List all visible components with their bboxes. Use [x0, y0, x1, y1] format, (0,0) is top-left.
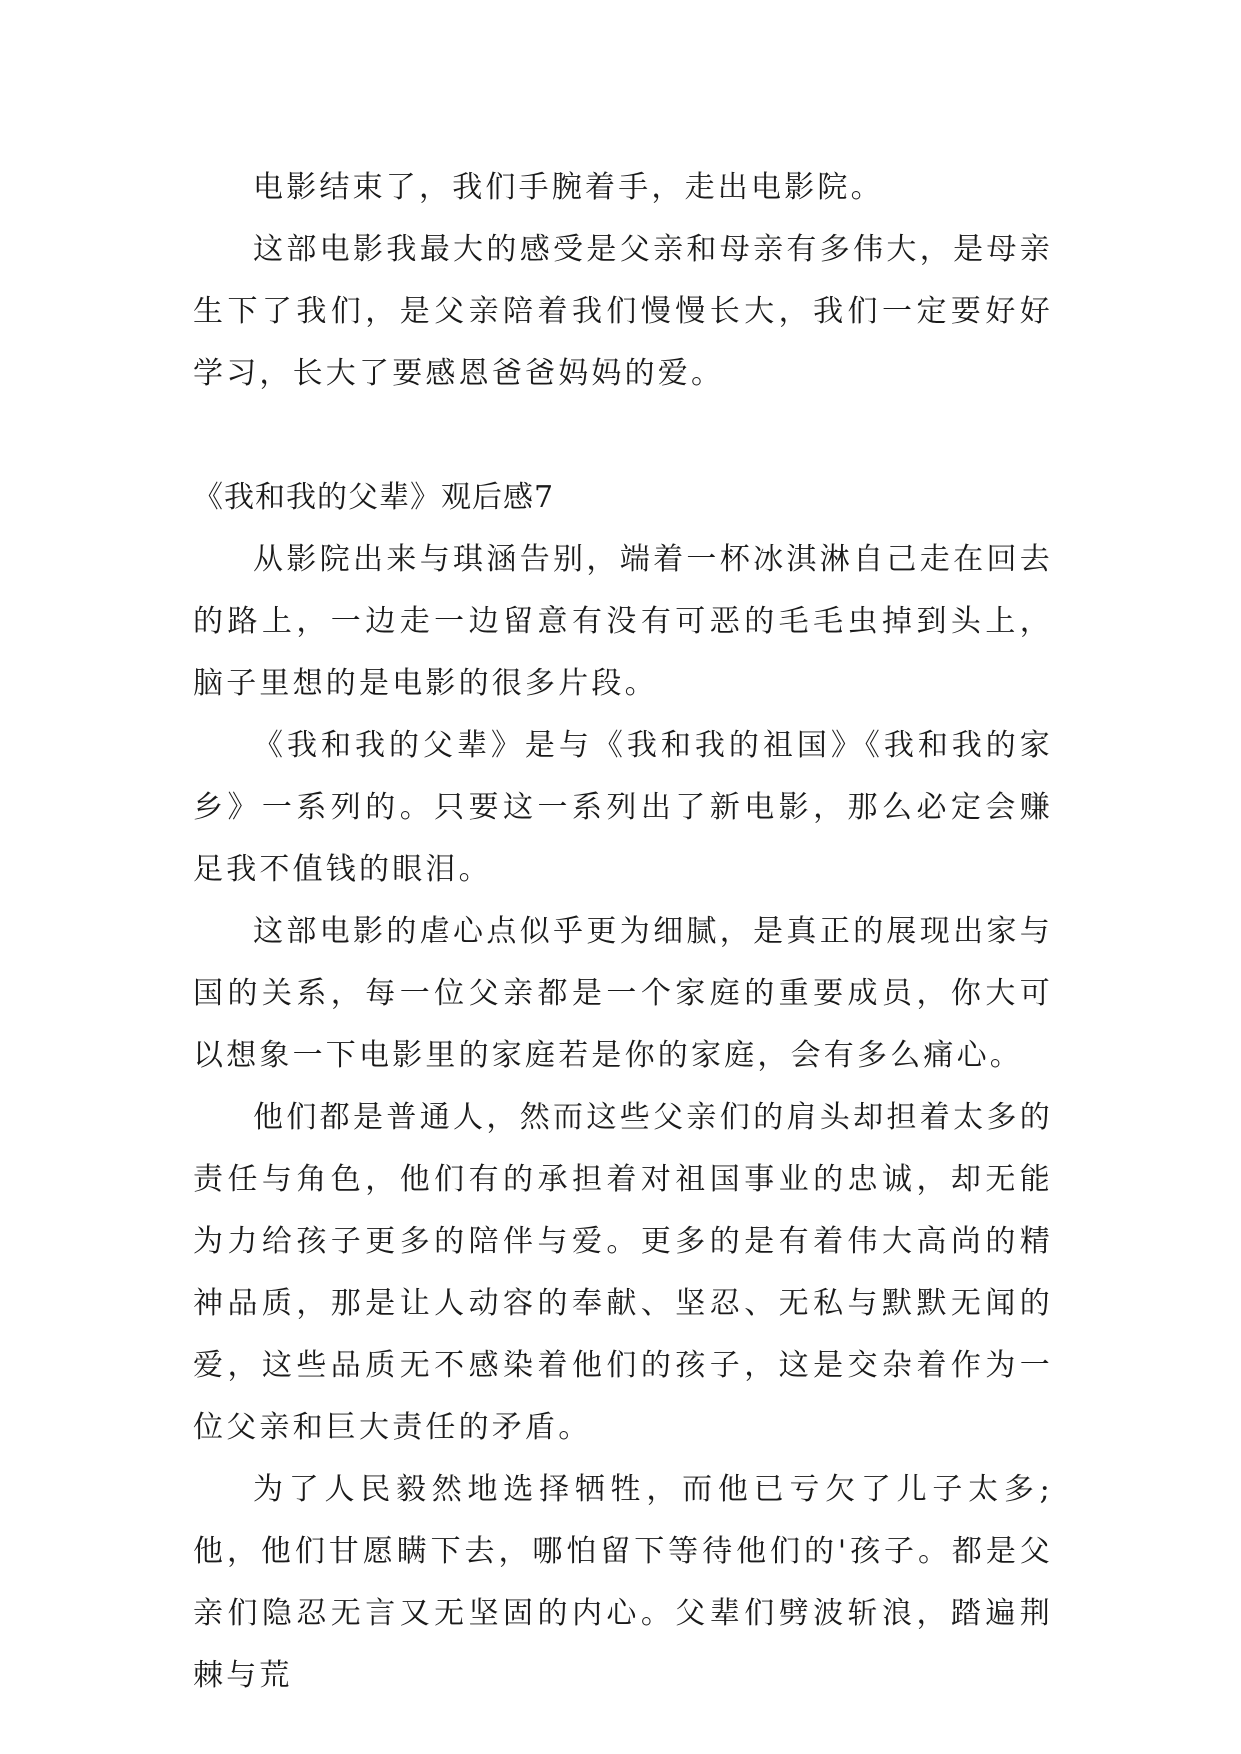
document-body [193, 157, 1053, 1707]
paragraph: 从影院出来与琪涵告别，端着一杯冰淇淋自己走在回去的路上，一边走一边留意有没有可恶的毛毛虫掉到头上，脑子里想的是电影的很多片段。 [193, 542, 1053, 701]
paragraph: 他们都是普通人，然而这些父亲们的肩头却担着太多的责任与角色，他们有的承担着对祖国事业的忠诚，却无能为力给孩子更多的陪伴与爱。更多的是有着伟大高尚的精神品质，那是让人动容的奉献、坚忍、无私与默默无闻的爱，这些品质无不感染着他们的孩子，这是交杂着作为一位父亲和巨大责任的矛盾。 [193, 1100, 1053, 1445]
section-heading: 《我和我的父辈》观后感7 [193, 480, 555, 515]
paragraph: 电影结束了，我们手腕着手，走出电影院。 [253, 170, 884, 205]
paragraph: 这部电影的虐心点似乎更为细腻，是真正的展现出家与国的关系，每一位父亲都是一个家庭的重要成员，你大可以想象一下电影里的家庭若是你的家庭，会有多么痛心。 [193, 914, 1053, 1073]
paragraph: 这部电影我最大的感受是父亲和母亲有多伟大，是母亲生下了我们，是父亲陪着我们慢慢长大，我们一定要好好学习，长大了要感恩爸爸妈妈的爱。 [193, 232, 1053, 391]
paragraph: 为了人民毅然地选择牺牲，而他已亏欠了儿子太多;他，他们甘愿瞒下去，哪怕留下等待他们的'孩子。都是父亲们隐忍无言又无坚固的内心。父辈们劈波斩浪，踏遍荆棘与荒 [193, 1472, 1053, 1693]
paragraph: 《我和我的父辈》是与《我和我的祖国》《我和我的家乡》一系列的。只要这一系列出了新电影，那么必定会赚足我不值钱的眼泪。 [193, 728, 1053, 887]
